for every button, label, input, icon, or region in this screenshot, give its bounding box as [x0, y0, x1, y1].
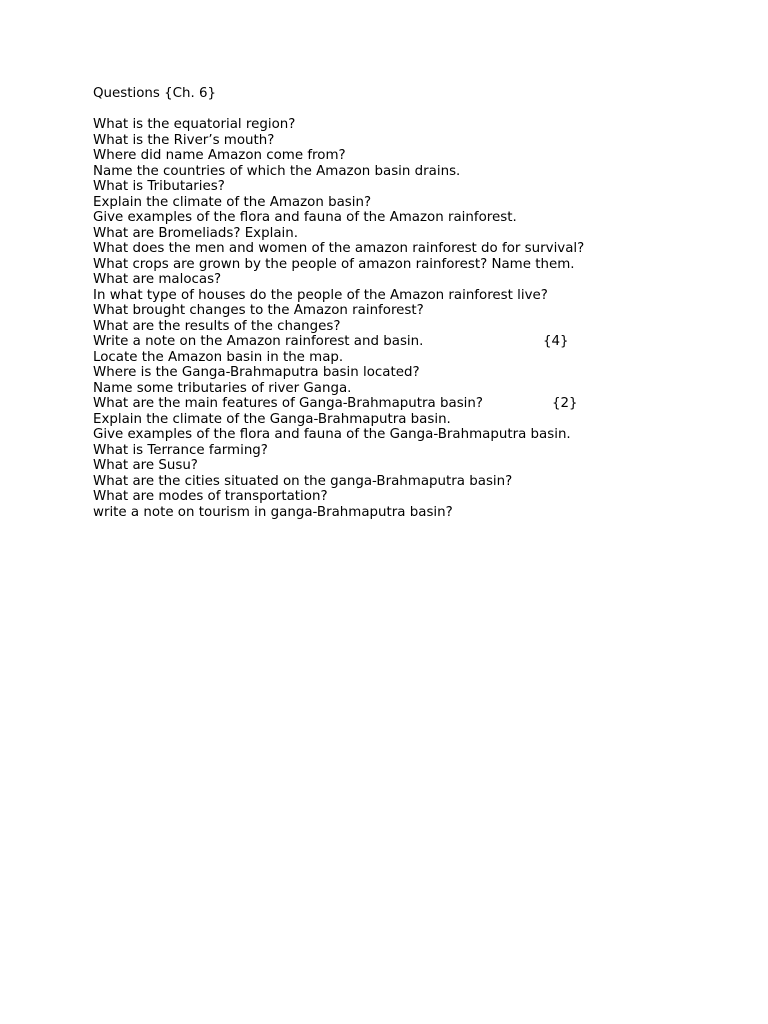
question-text: What is Tributaries?	[93, 179, 225, 194]
page-title: Questions {Ch. 6}	[93, 86, 217, 101]
question-item	[93, 319, 713, 335]
question-item	[93, 427, 713, 443]
question-text: What is the equatorial region?	[93, 117, 296, 132]
question-item	[93, 164, 713, 180]
question-item	[93, 288, 713, 304]
question-marks: {4}	[543, 334, 569, 349]
question-text: write a note on tourism in ganga-Brahmaputra basin?	[93, 504, 453, 520]
question-item	[93, 257, 713, 273]
question-item	[93, 350, 713, 366]
question-text: Give examples of the flora and fauna of the Ganga-Brahmaputra basin.	[93, 427, 571, 442]
question-text: Give examples of the flora and fauna of the Amazon rainforest.	[93, 210, 517, 225]
question-text: Name the countries of which the Amazon basin drains.	[93, 163, 461, 179]
question-item	[93, 505, 713, 521]
question-text: In what type of houses do the people of the Amazon rainforest live?	[93, 287, 548, 303]
question-text: What is the River’s mouth?	[93, 132, 275, 148]
question-text: What are Susu?	[93, 458, 198, 473]
question-text: Locate the Amazon basin in the map.	[93, 349, 344, 365]
question-item	[93, 195, 713, 211]
question-text: What are the main features of Ganga-Brahmaputra basin?	[93, 396, 484, 411]
question-text: What crops are grown by the people of amazon rainforest? Name them.	[93, 256, 575, 272]
question-item	[93, 241, 713, 257]
question-text: Where did name Amazon come from?	[93, 148, 346, 163]
question-item	[93, 303, 713, 319]
document-body	[93, 86, 713, 520]
question-text: What are the results of the changes?	[93, 318, 341, 334]
question-item	[93, 458, 713, 474]
question-item	[93, 396, 713, 412]
question-item	[93, 381, 713, 397]
question-text: Where is the Ganga-Brahmaputra basin located?	[93, 365, 420, 380]
question-text: Explain the climate of the Ganga-Brahmaputra basin.	[93, 411, 451, 427]
question-text: Write a note on the Amazon rainforest and basin.	[93, 334, 424, 349]
question-item	[93, 210, 713, 226]
question-text: What is Terrance farming?	[93, 442, 268, 458]
question-text: What brought changes to the Amazon rainforest?	[93, 303, 424, 318]
question-text: What are Bromeliads? Explain.	[93, 225, 298, 241]
question-text: Name some tributaries of river Ganga.	[93, 380, 352, 396]
question-text: Explain the climate of the Amazon basin?	[93, 194, 372, 210]
question-item	[93, 117, 713, 133]
question-item	[93, 148, 713, 164]
question-text: What are the cities situated on the ganga-Brahmaputra basin?	[93, 473, 513, 489]
question-list	[93, 117, 713, 520]
question-marks: {2}	[552, 396, 578, 411]
question-text: What are modes of transportation?	[93, 489, 328, 504]
question-item	[93, 272, 713, 288]
question-item	[93, 489, 713, 505]
question-text: What does the men and women of the amazon rainforest do for survival?	[93, 241, 585, 256]
question-item	[93, 226, 713, 242]
question-item	[93, 443, 713, 459]
question-item	[93, 412, 713, 428]
question-text: What are malocas?	[93, 272, 222, 287]
question-item	[93, 474, 713, 490]
question-item	[93, 133, 713, 149]
question-item	[93, 334, 713, 350]
question-item	[93, 365, 713, 381]
question-item	[93, 179, 713, 195]
